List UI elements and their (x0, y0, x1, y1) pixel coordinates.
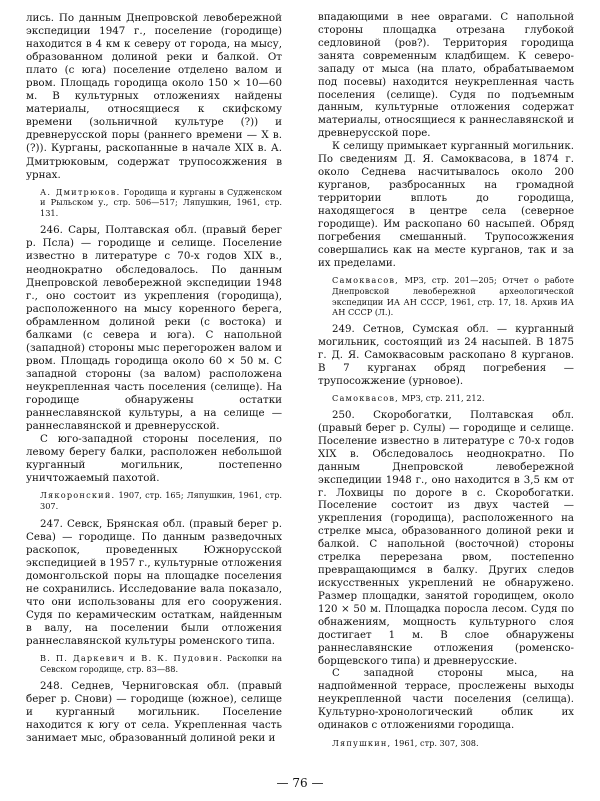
paragraph: лись. По данным Днепровской левобережной экспедиции 1947 г., поселение (городище) находится в 4 км к северу от города, на мысу, образованном долиной реки и балкой. От плато (с юга) поселение отделено валом и рвом. Площадь городища около 150 × 10—60 м. В культурных отложениях найдены материалы, относящиеся к скифскому времени (зольничной культуре (?)) и древнерусской поры (раннего времени — Х в. (?)). Курганы, раскопанные в начале XIX в. А. Дмитрюковым, содержат трупосожжения в урнах. (26, 12, 282, 181)
paragraph: С западной стороны мыса, на надпойменной террасе, прослежены выходы неукрепленной части поселения (селища). Культурно-хронологический облик их одинаков с отложениями городища. (318, 668, 574, 732)
reference-text: 1961, стр. 307, 308. (393, 738, 479, 749)
reference-text: Городища и курганы в Судженском и Рыльском у., стр. 506—517; Ляпушкин, 1961, стр. 131. (40, 186, 282, 218)
reference-text: МРЗ, стр. 211, 212. (401, 393, 485, 404)
reference-note (318, 393, 574, 404)
reference-text: Раскопки на Севском городище, стр. 83—88. (40, 652, 283, 674)
paragraph: С юго-западной стороны поселения, по левому берегу балки, расположен небольшой курганный могильник, постепенно уничтожаемый пахотой. (26, 433, 282, 485)
paragraph: К селищу примыкает курганный могильник. По сведениям Д. Я. Самоквасова, в 1874 г. около Седнева насчитывалось около 200 курганов, разбросанных на громадной территории вплоть до городища, находящегося в центре села (северное городище). Им раскопано 60 насыпей. Обряд погребения смешанный. Трупосожжения совершались как на месте курганов, так и за их пределами. (318, 141, 574, 269)
paragraph: 249. Сетнов, Сумская обл. — курганный могильник, состоящий из 24 насыпей. В 1875 г. Д. Я. Самоквасовым раскопано 8 курганов. В 7 курганах обряд погребения — трупосожжение (урновое). (318, 323, 574, 387)
reference-note (318, 275, 574, 317)
paragraph: 247. Севск, Брянская обл. (правый берег р. Сева) — городище. По данным разведочных раскопок, проведенных Южнорусской экспедицией в 1957 г., культурные отложения домонгольской поры на площадке поселения не сохранились. Исследование вала показало, что они использованы для его сооружения. Судя по керамическим остаткам, найденным в валу, на поселении были отложения раннеславянской культуры роменского типа. (26, 517, 282, 647)
reference-author: А. Дмитрюков. (40, 186, 121, 197)
reference-author: Самоквасов, (332, 393, 399, 404)
reference-note (318, 738, 574, 749)
reference-note (26, 490, 282, 511)
reference-author: В. П. Даркевич и В. К. Пудовин. (40, 652, 224, 663)
left-column (26, 12, 282, 745)
paragraph: впадающими в нее оврагами. С напольной стороны площадка отрезана глубокой седловиной (ров?). Территория городища занята современным кладбищем. К северо-западу от мыса (на плато, обрабатываемом под посевы) находится неукрепленная часть поселения (селище). Судя по подъемным данным, культурные отложения содержат материалы, относящиеся к раннеславянской и древнерусской поре. (318, 12, 574, 140)
page-number: — 76 — (276, 776, 324, 790)
paragraph: 248. Седнев, Черниговская обл. (правый берег р. Снови) — городище (южное), селище и курганный могильник. Поселение находится к югу от села. Укрепленная часть занимает мыс, образованный долиной реки и (26, 680, 282, 745)
paragraph: 250. Скоробогатки, Полтавская обл. (правый берег р. Сулы) — городище и селище. Поселение известно в литературе с 70-х годов XIX в. Обследовалось неоднократно. По данным Днепровской левобережной экспедиции 1948 г., оно находится в 3,5 км от г. Лохвицы по дороге в с. Скоробогатки. Поселение состоит из двух частей — укрепления (городища), расположенного на стрелке мыса, образованного долиной реки и балкой. С напольной (восточной) стороны стрелка перерезана рвом, постепенно превращающимся в балку. Других следов искусственных укреплений не обнаружено. Размер площадки, занятой городищем, около 120 × 50 м. Площадка поросла лесом. Судя по обнажениям, мощность культурного слоя достигает 1 м. В слое обнаружены раннеславянские отложения (роменско-борщевского типа) и древнерусские. (318, 410, 574, 667)
reference-author: Лякоронский. (40, 490, 116, 501)
reference-note (26, 653, 282, 674)
right-column (318, 12, 574, 755)
reference-text: МРЗ, стр. 201—205; Отчет о работе Днепровской левобережной археологической экспедиции ИА АН СССР, 1961, стр. 17, 18. Архив ИА АН СССР (Л.). (332, 275, 574, 318)
reference-author: Ляпушкин, (332, 738, 392, 749)
reference-author: Самоквасов, (332, 275, 399, 286)
reference-text: 1907, стр. 165; Ляпушкин, 1961, стр. 307. (40, 490, 282, 511)
reference-note (26, 187, 282, 219)
paragraph: 246. Сары, Полтавская обл. (правый берег р. Псла) — городище и селище. Поселение известно в литературе с 70-х годов XIX в., неоднократно обследовалось. По данным Днепровской левобережной экспедиции 1948 г., оно состоит из укрепления (городища), расположенного на мысу коренного берега, обрамленном долиной реки (с востока) и балками (с севера и юга). С напольной (западной) стороны мыс перегорожен валом и рвом. Площадь городища около 60 × 50 м. С западной стороны (за валом) расположена неукрепленная часть поселения (селище). На городище обнаружены остатки раннеславянской культуры, а на селище — раннеславянской и древнерусской. (26, 224, 282, 433)
